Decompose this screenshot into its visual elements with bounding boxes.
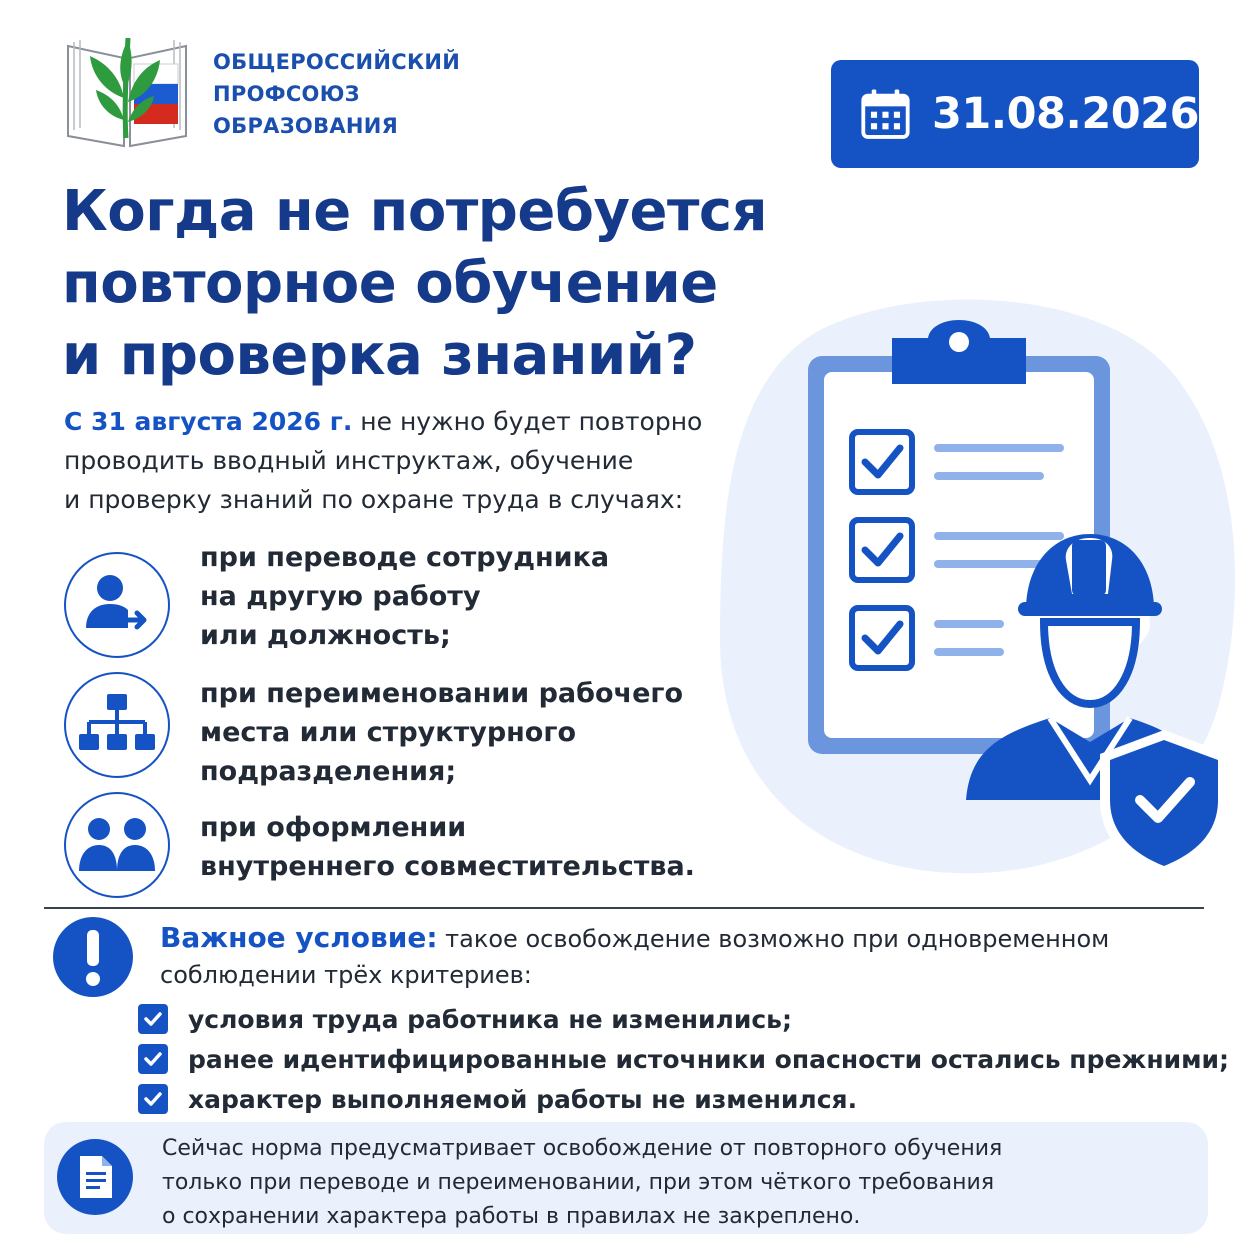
org-name-line-1: ОБЩЕРОССИЙСКИЙ (213, 50, 461, 74)
organization-name (213, 46, 460, 142)
case-2-line-1: при переименовании рабочего (200, 678, 684, 709)
criterion-text: условия труда работника не изменились; (188, 1004, 792, 1034)
calendar-icon (861, 80, 910, 148)
case-text-combination (200, 808, 740, 886)
document-icon (56, 1138, 134, 1216)
note-line-2: только при переводе и переименовании, при этом чёткого требования (162, 1170, 995, 1195)
exclamation-icon (52, 916, 134, 998)
intro-date-highlight: С 31 августа 2026 г. (64, 407, 353, 436)
criterion-item (138, 1082, 857, 1116)
case-1-line-3: или должность; (200, 620, 451, 651)
criterion-item (138, 1002, 792, 1036)
case-1-line-1: при переводе сотрудника (200, 542, 610, 573)
case-icon-transfer (64, 552, 170, 658)
checkbox-checked-icon (138, 1044, 168, 1074)
case-3-line-2: внутреннего совместительства. (200, 851, 695, 882)
criterion-item (138, 1042, 1229, 1076)
case-text-rename (200, 674, 740, 791)
intro-line-1: не нужно будет повторно (352, 407, 703, 436)
date-badge (831, 60, 1199, 168)
case-icon-combination (64, 792, 170, 898)
case-2-line-3: подразделения; (200, 756, 457, 787)
intro-line-3: и проверку знаний по охране труда в случаях: (64, 485, 684, 514)
title-line-1: Когда не потребуется (62, 179, 768, 244)
checkbox-checked-icon (138, 1084, 168, 1114)
case-text-transfer (200, 538, 740, 655)
org-name-line-3: ОБРАЗОВАНИЯ (213, 114, 399, 138)
case-2-line-2: места или структурного (200, 717, 577, 748)
title-line-3: и проверка знаний? (62, 323, 697, 388)
intro-paragraph (64, 402, 784, 519)
title-line-2: повторное обучение (62, 251, 718, 316)
org-name-line-2: ПРОФСОЮЗ (213, 82, 360, 106)
note-line-3: о сохранении характера работы в правилах не закреплено. (162, 1204, 861, 1229)
criterion-text: ранее идентифицированные источники опасности остались прежними; (188, 1044, 1230, 1074)
note-line-1: Сейчас норма предусматривает освобождение от повторного обучения (162, 1136, 1003, 1161)
person-transfer-icon (82, 570, 152, 640)
two-people-icon (79, 815, 155, 875)
important-text: такое освобождение возможно при одновременном соблюдении трёх критериев: (160, 925, 1110, 989)
case-3-line-1: при оформлении (200, 812, 467, 843)
checkbox-checked-icon (138, 1004, 168, 1034)
note-text (162, 1132, 1192, 1234)
union-logo-icon (62, 18, 192, 148)
criterion-text: характер выполняемой работы не изменился. (188, 1084, 858, 1114)
date-text: 31.08.2026 (931, 89, 1199, 139)
case-icon-rename (64, 672, 170, 778)
clipboard-worker-illustration (700, 260, 1248, 900)
case-1-line-2: на другую работу (200, 581, 481, 612)
section-divider (44, 907, 1204, 909)
important-condition (160, 920, 1220, 993)
shield-check-icon (1100, 730, 1228, 878)
important-lead: Важное условие: (160, 921, 438, 954)
intro-line-2: проводить вводный инструктаж, обучение (64, 446, 634, 475)
org-structure-icon (79, 690, 155, 760)
